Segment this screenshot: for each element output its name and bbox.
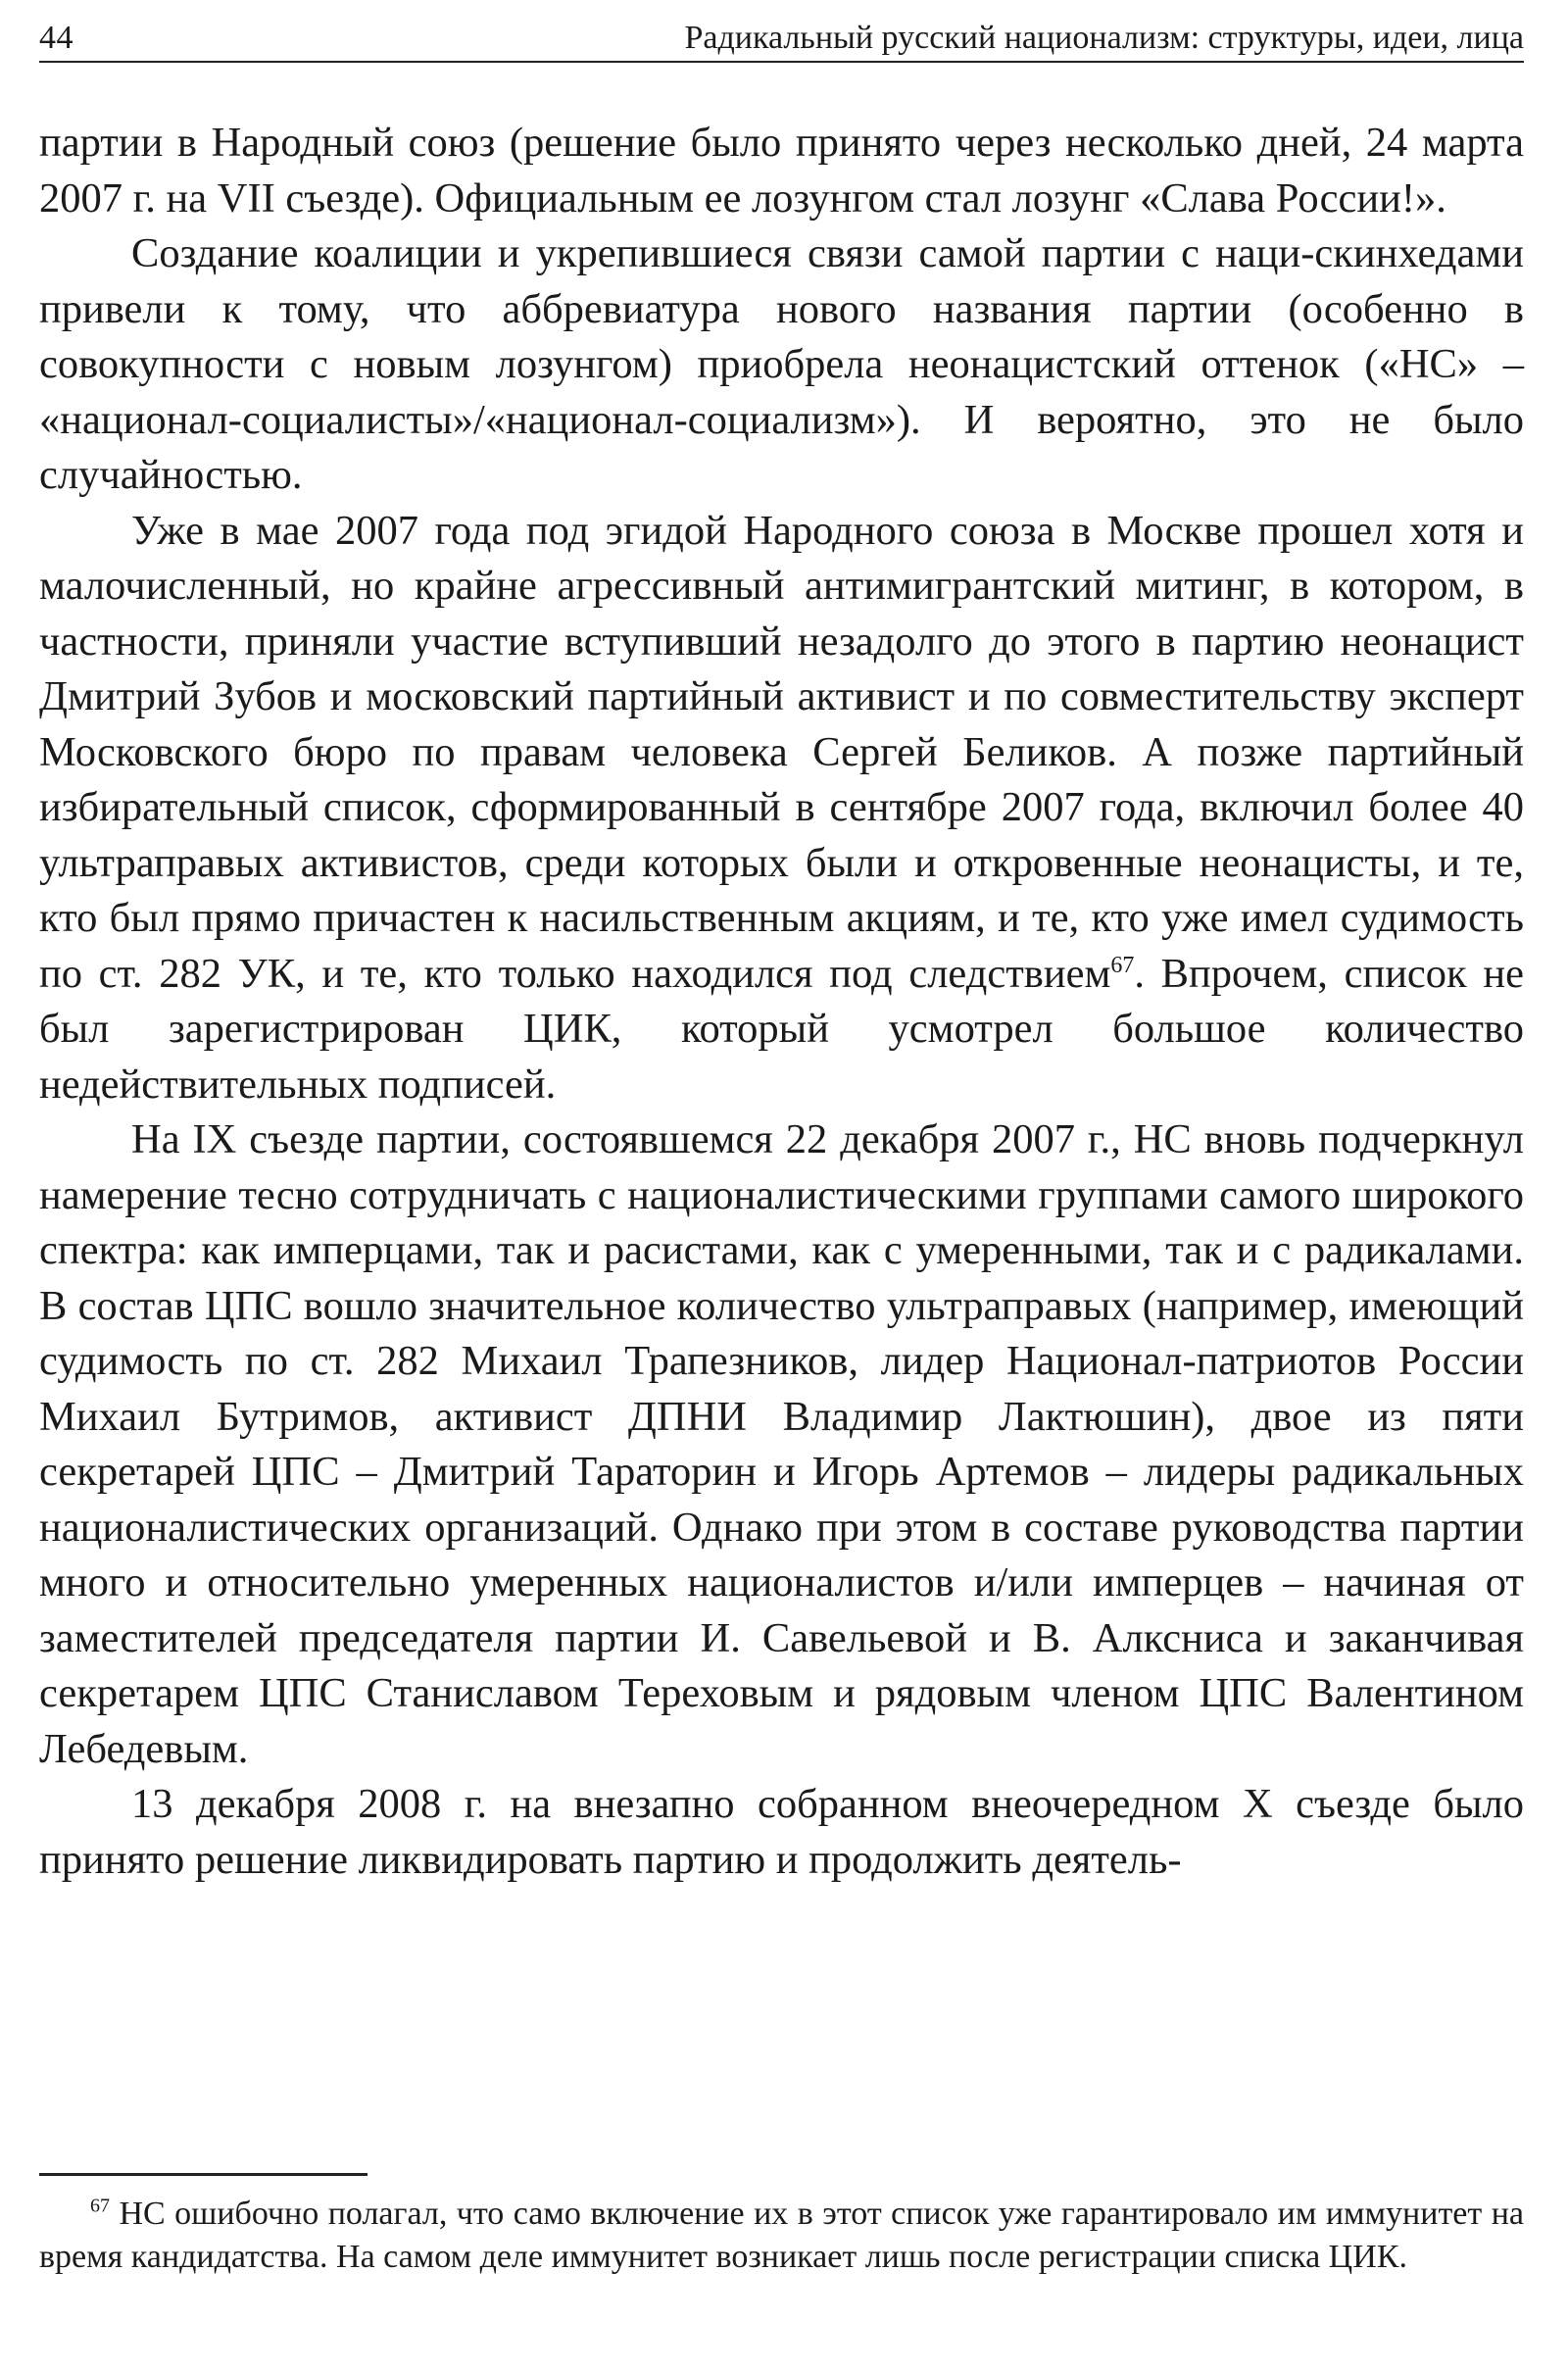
paragraph-congress-ix: На IX съезде партии, состоявшемся 22 декабря 2007 г., НС вновь подчеркнул намерение тесно сотрудничать с националистическими группами самого широкого спектра: как имперцами, так и расистами, как с умеренными, так и с радикалами. В состав ЦПС вошло значительное количество ультраправых (например, имеющий судимость по ст. 282 Михаил Трапезников, лидер Национал-патриотов России Михаил Бутримов, активист ДПНИ Владимир Лактюшин), двое из пяти секретарей ЦПС – Дмитрий Тараторин и Игорь Артемов – лидеры радикальных националистических организаций. Однако при этом в составе руководства партии много и относительно умеренных националистов и/или имперцев – начиная от заместителей председателя партии И. Савельевой и В. Алксниса и заканчивая секретарем ЦПС Станиславом Тереховым и рядовым членом ЦПС Валентином Лебедевым.: [39, 1116, 1524, 1772]
footnote: [39, 2193, 1524, 2279]
running-header: [39, 12, 1524, 63]
paragraph-continuation: партии в Народный союз (решение было принято через несколько дней, 24 марта 2007 г. на VII съезде). Официальным ее лозунгом стал лозунг «Слава России!».: [39, 120, 1524, 222]
running-title: Радикальный русский национализм: структуры, идеи, лица: [684, 20, 1524, 56]
footnote-reference: 67: [1110, 952, 1135, 978]
footnote-text: НС ошибочно полагал, что само включение их в этот список уже гарантировало им иммунитет на время кандидатства. На самом деле иммунитет возникает лишь после регистрации списка ЦИК.: [39, 2196, 1524, 2275]
main-text: [39, 116, 1524, 1888]
paragraph-rally-text-after: . Впрочем, список не был зарегистрирован ЦИК, который усмотрел большое количество недействительных подписей.: [39, 950, 1524, 1108]
footnote-number: 67: [90, 2195, 110, 2217]
paragraph-rally: [39, 504, 1524, 1113]
paragraph-rally-text-before: Уже в мае 2007 года под эгидой Народного союза в Москве прошел хотя и малочисленный, но крайне агрессивный антимигрантский митинг, в котором, в частности, приняли участие вступивший незадолго до этого в партию неонацист Дмитрий Зубов и московский партийный активист и по совместительству эксперт Московского бюро по правам человека Сергей Беликов. А позже партийный избирательный список, сформированный в сентябре 2007 года, включил более 40 ультраправых активистов, среди которых были и откровенные неонацисты, и те, кто был прямо причастен к насильственным акциям, и те, кто уже имел судимость по ст. 282 УК, и те, кто только находился под следствием: [39, 507, 1524, 997]
footnote-divider: [39, 2173, 368, 2176]
paragraph-coalition: Создание коалиции и укрепившиеся связи самой партии с наци-скинхедами привели к тому, что аббревиатура нового названия партии (особенно в совокупности с новым лозунгом) приобрела неонацистский оттенок («НС» – «национал-социалисты»/«национал-социализм»). И вероятно, это не было случайностью.: [39, 230, 1524, 498]
paragraph-congress-x: 13 декабря 2008 г. на внезапно собранном внеочередном X съезде было принято решение ликвидировать партию и продолжить деятель-: [39, 1781, 1524, 1883]
page-number: 44: [39, 20, 74, 56]
